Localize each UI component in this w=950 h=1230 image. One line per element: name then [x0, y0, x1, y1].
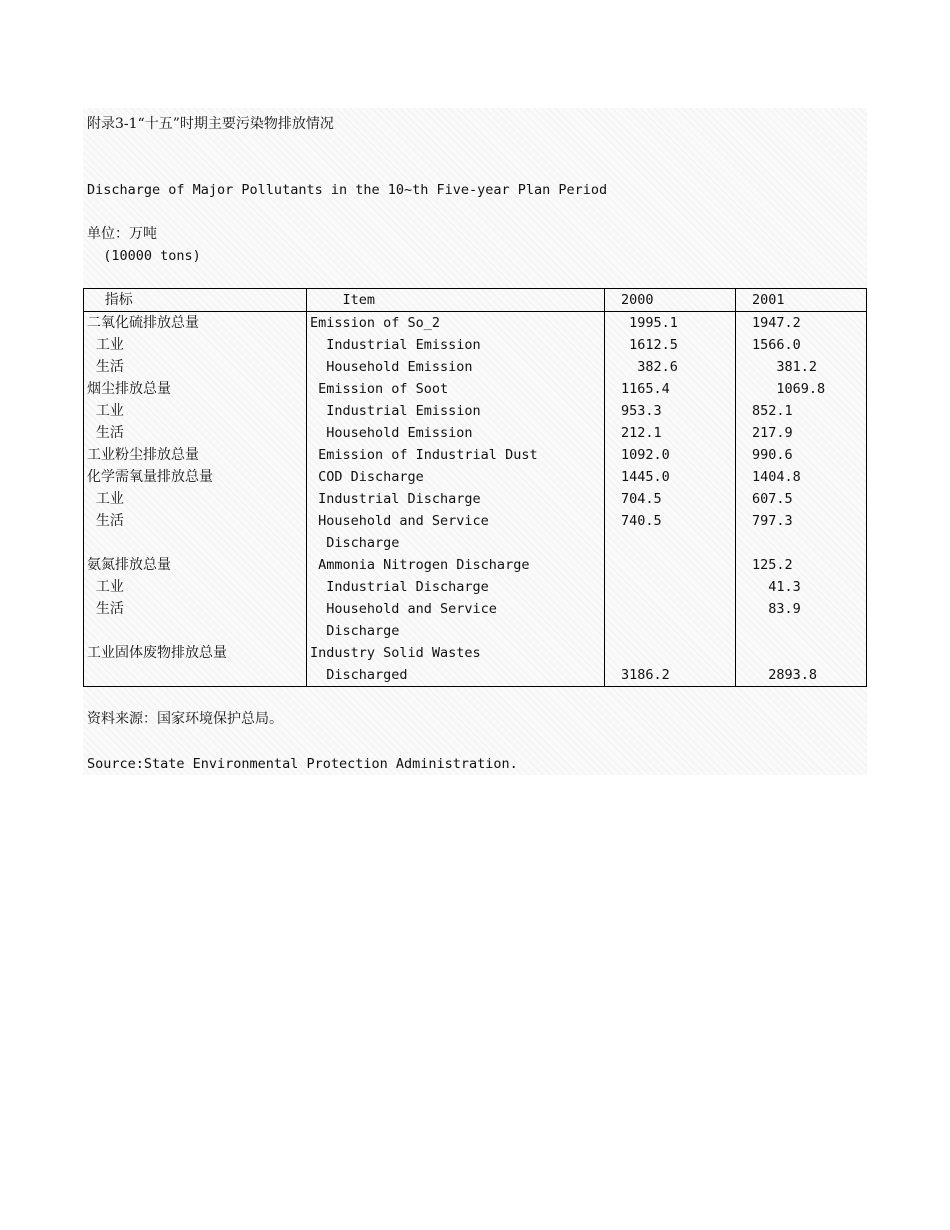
value-2001-cell: 125.2	[752, 557, 793, 573]
table-header-row	[84, 289, 867, 312]
value-2001-cell	[736, 620, 867, 642]
table-row	[84, 312, 867, 335]
value-2001-cell: 381.2	[752, 359, 818, 375]
value-2000-cell: 1165.4	[605, 378, 736, 400]
table-row	[84, 576, 867, 598]
value-2001-cell: 1404.8	[752, 469, 801, 485]
value-2000-cell	[605, 576, 736, 598]
indicator-cn-cell: 生活	[84, 356, 307, 378]
table-row	[84, 554, 867, 576]
indicator-cn-cell	[84, 664, 307, 687]
value-2000-cell: 3186.2	[605, 664, 736, 687]
item-en-cell: COD Discharge	[307, 466, 605, 488]
indicator-cn-cell: 工业	[84, 576, 307, 598]
value-2000-cell	[605, 554, 736, 576]
value-2000-cell: 382.6	[605, 356, 736, 378]
table-row	[84, 620, 867, 642]
table-row	[84, 532, 867, 554]
table-row	[84, 422, 867, 444]
table-row	[84, 510, 867, 532]
indicator-cn-cell: 工业	[84, 488, 307, 510]
value-2000-cell: 1612.5	[605, 334, 736, 356]
unit-cn: 单位：万吨	[87, 226, 157, 242]
indicator-cn-cell: 生活	[84, 510, 307, 532]
item-en-cell: Household and Service	[307, 510, 605, 532]
item-en-cell: Household Emission	[307, 422, 605, 444]
value-2001-cell: 1069.8	[752, 381, 826, 397]
value-2001-cell: 83.9	[752, 601, 801, 617]
table-row	[84, 444, 867, 466]
value-2001-cell: 1947.2	[752, 315, 801, 331]
indicator-cn-cell: 烟尘排放总量	[84, 378, 307, 400]
indicator-cn-cell: 生活	[84, 422, 307, 444]
title-cn: 附录3-1“十五”时期主要污染物排放情况	[87, 116, 334, 132]
table-row	[84, 334, 867, 356]
value-2000-cell	[605, 532, 736, 554]
indicator-cn-cell: 工业粉尘排放总量	[84, 444, 307, 466]
table-row	[84, 664, 867, 687]
item-en-cell: Industrial Discharge	[307, 576, 605, 598]
value-2001-cell	[736, 642, 867, 664]
header-2001: 2001	[736, 289, 867, 312]
value-2000-cell: 1995.1	[605, 312, 736, 335]
value-2000-cell: 1092.0	[605, 444, 736, 466]
value-2001-cell: 41.3	[752, 579, 801, 595]
indicator-cn-cell: 二氧化硫排放总量	[84, 312, 307, 335]
value-2001-cell: 1566.0	[752, 337, 801, 353]
item-en-cell: Industrial Discharge	[307, 488, 605, 510]
value-2000-cell: 1445.0	[605, 466, 736, 488]
source-en: Source:State Environmental Protection Administration.	[87, 756, 518, 772]
header-item: Item	[307, 289, 605, 312]
value-2001-cell: 797.3	[752, 513, 793, 529]
value-2000-cell: 953.3	[605, 400, 736, 422]
item-en-cell: Industrial Emission	[307, 400, 605, 422]
value-2001-cell: 990.6	[752, 447, 793, 463]
value-2000-cell: 740.5	[605, 510, 736, 532]
table-row	[84, 488, 867, 510]
table-row	[84, 598, 867, 620]
table-row	[84, 466, 867, 488]
value-2000-cell	[605, 598, 736, 620]
item-en-cell: Discharged	[307, 664, 605, 687]
header-2000: 2000	[605, 289, 736, 312]
value-2001-cell: 607.5	[752, 491, 793, 507]
item-en-cell: Emission of Soot	[307, 378, 605, 400]
item-en-cell: Household and Service	[307, 598, 605, 620]
item-en-cell: Household Emission	[307, 356, 605, 378]
indicator-cn-cell: 生活	[84, 598, 307, 620]
item-en-cell: Discharge	[307, 532, 605, 554]
table-row	[84, 400, 867, 422]
table-row	[84, 642, 867, 664]
item-en-cell: Industry Solid Wastes	[307, 642, 605, 664]
indicator-cn-cell	[84, 532, 307, 554]
indicator-cn-cell: 工业固体废物排放总量	[84, 642, 307, 664]
pollutant-table	[83, 288, 867, 687]
value-2000-cell: 212.1	[605, 422, 736, 444]
item-en-cell: Ammonia Nitrogen Discharge	[307, 554, 605, 576]
indicator-cn-cell: 氨氮排放总量	[84, 554, 307, 576]
source-cn: 资料来源：国家环境保护总局。	[87, 711, 283, 727]
value-2001-cell: 217.9	[752, 425, 793, 441]
indicator-cn-cell: 工业	[84, 400, 307, 422]
unit-en: (10000 tons)	[87, 248, 201, 264]
item-en-cell: Emission of Industrial Dust	[307, 444, 605, 466]
value-2001-cell	[736, 532, 867, 554]
value-2000-cell	[605, 620, 736, 642]
indicator-cn-cell: 化学需氧量排放总量	[84, 466, 307, 488]
table-row	[84, 356, 867, 378]
value-2000-cell: 704.5	[605, 488, 736, 510]
title-en: Discharge of Major Pollutants in the 10~th Five-year Plan Period	[87, 182, 608, 198]
table-row	[84, 378, 867, 400]
item-en-cell: Emission of So_2	[307, 312, 605, 335]
indicator-cn-cell: 工业	[84, 334, 307, 356]
item-en-cell: Industrial Emission	[307, 334, 605, 356]
value-2001-cell: 852.1	[752, 403, 793, 419]
header-indicator: 指标	[84, 289, 307, 312]
value-2001-cell: 2893.8	[752, 667, 818, 683]
value-2000-cell	[605, 642, 736, 664]
item-en-cell: Discharge	[307, 620, 605, 642]
indicator-cn-cell	[84, 620, 307, 642]
